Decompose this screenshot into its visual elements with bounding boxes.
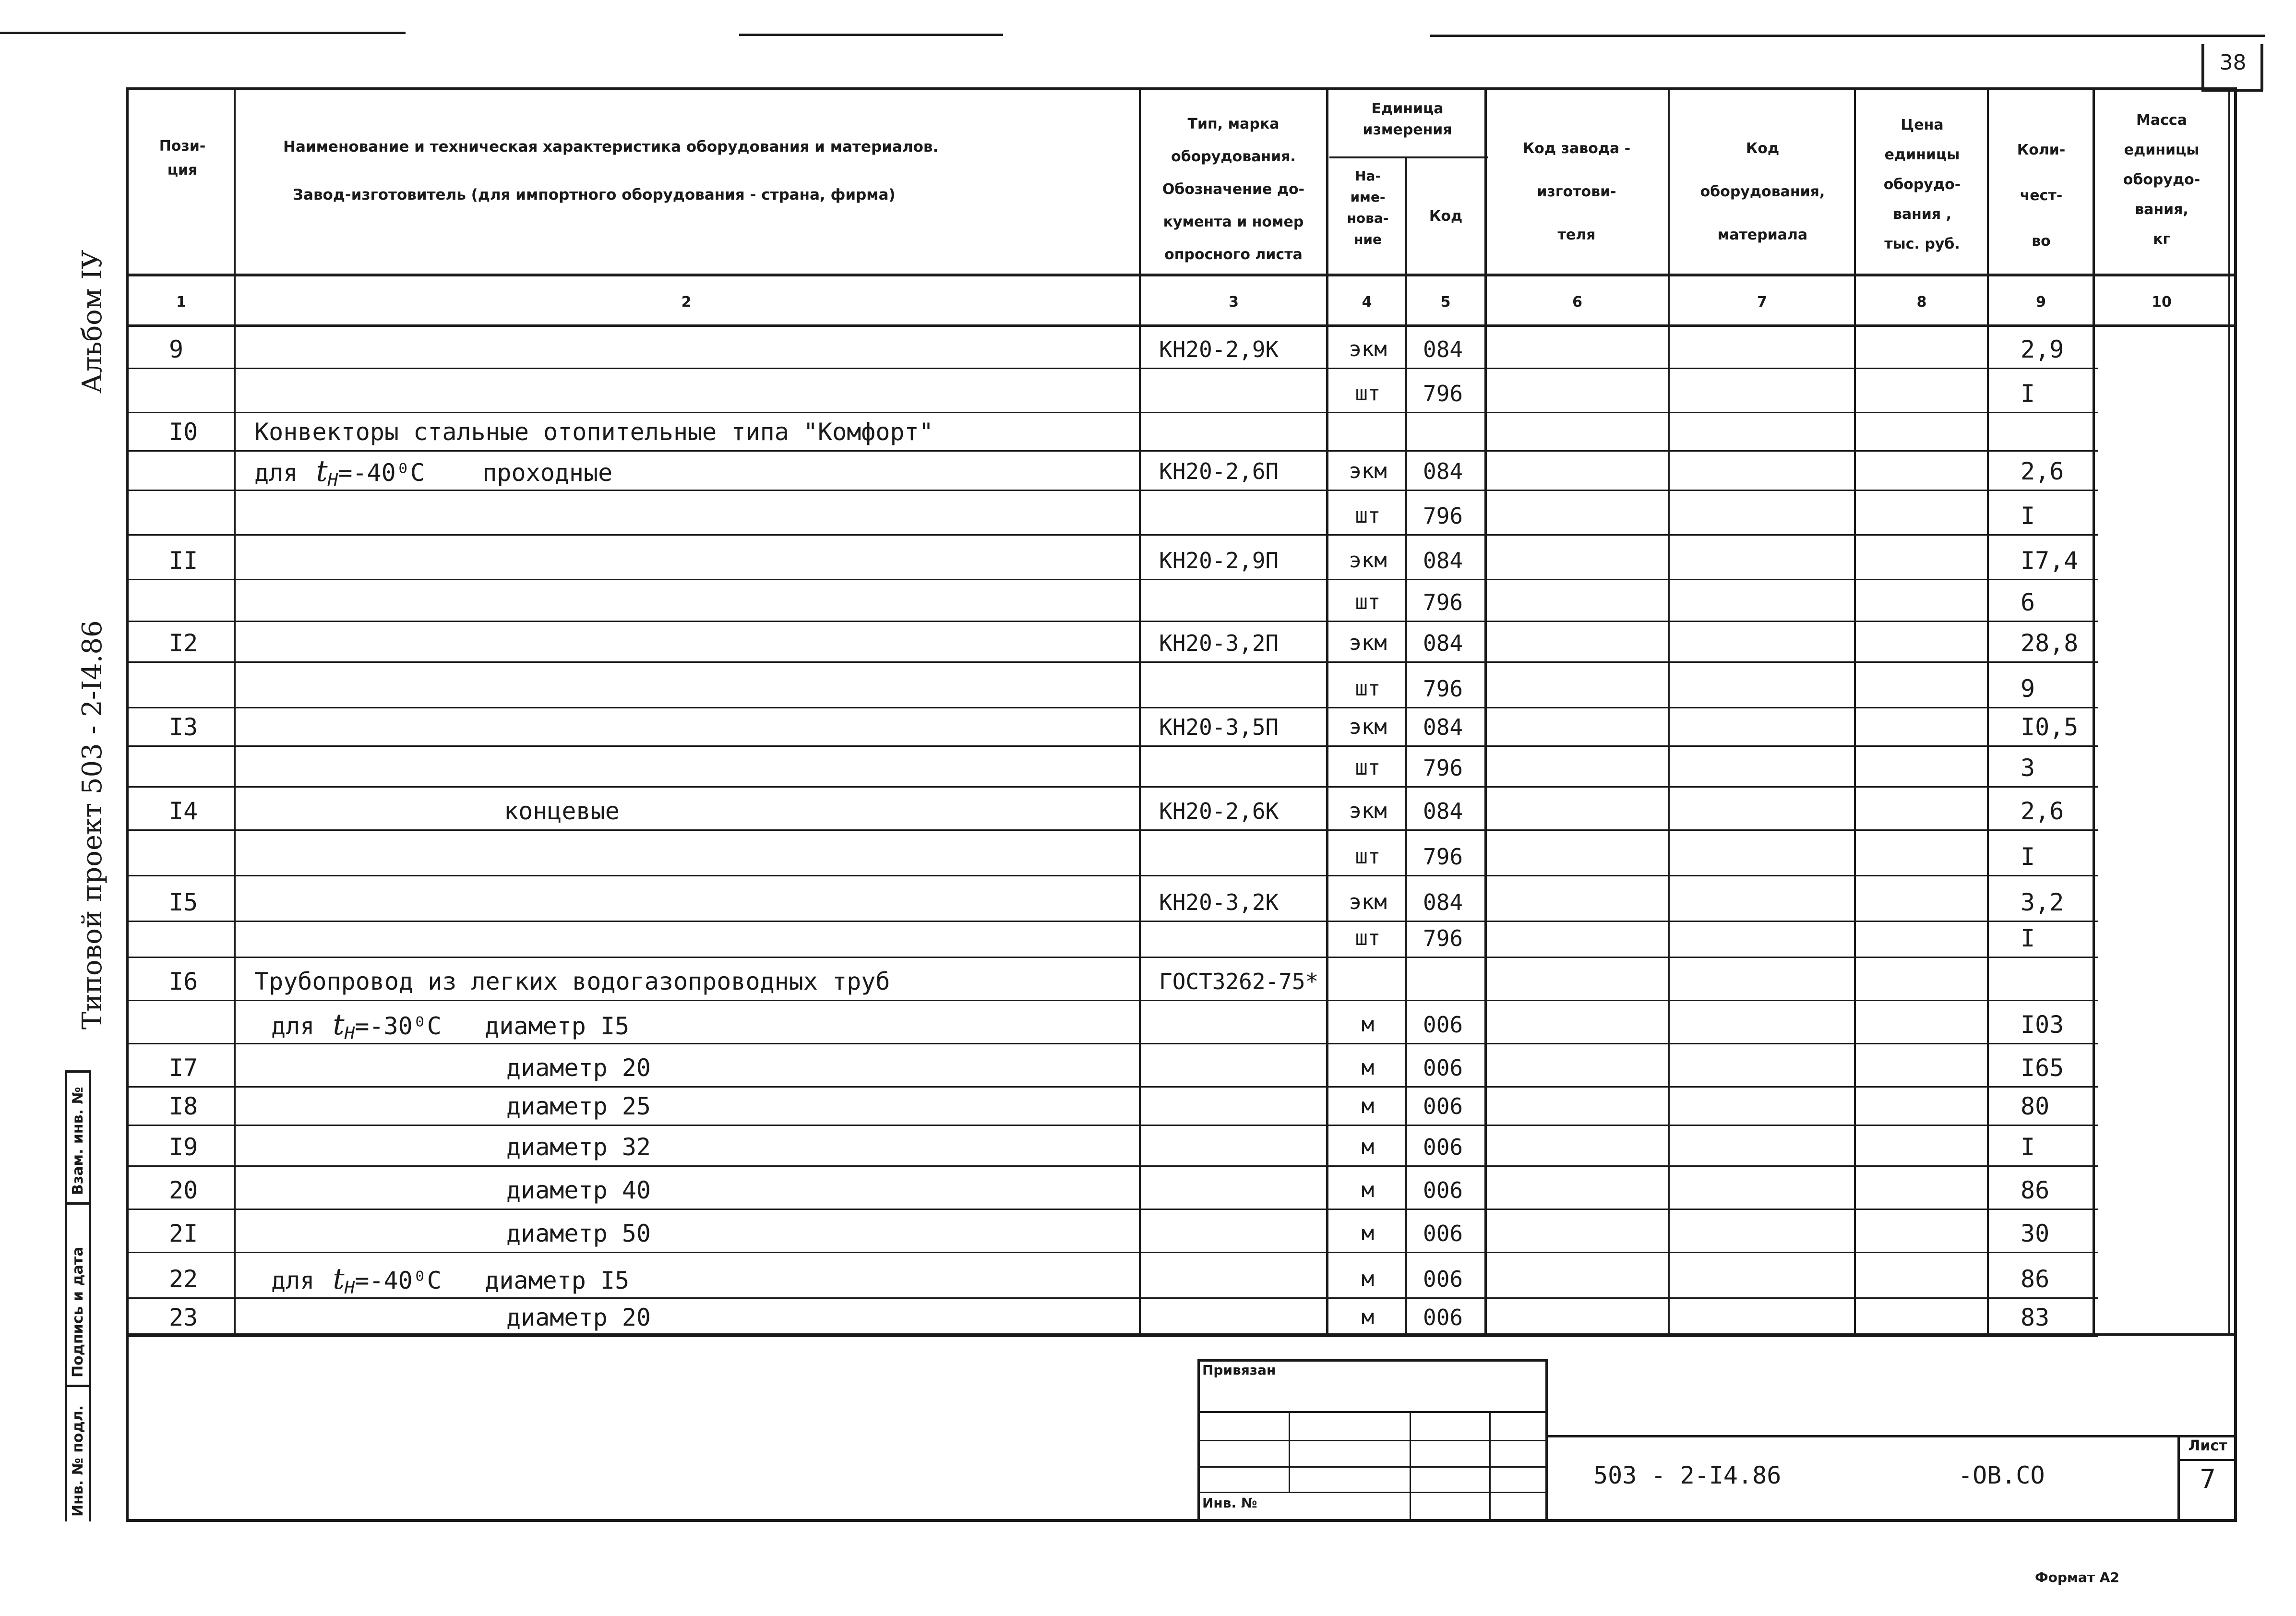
row-name-prefix: для xyxy=(271,1012,315,1040)
row-unit-name: шт xyxy=(1355,755,1381,780)
row-quantity: 9 xyxy=(2021,675,2035,703)
row-quantity: 6 xyxy=(2021,588,2035,616)
row-position: I2 xyxy=(169,629,198,657)
row-quantity xyxy=(2021,962,2088,1001)
col-line xyxy=(2093,87,2095,1335)
row-name xyxy=(254,708,1133,746)
row-quantity: 86 xyxy=(2021,1265,2050,1293)
tied-box-line xyxy=(1289,1411,1290,1493)
sheet-number: 7 xyxy=(2199,1464,2216,1494)
row-name xyxy=(254,497,1133,535)
col-line xyxy=(2228,87,2230,1335)
column-number: 8 xyxy=(1916,294,1927,311)
row-name xyxy=(254,624,1133,662)
doc-strip-border xyxy=(2177,1459,2235,1461)
tied-box-line xyxy=(1197,1492,1548,1493)
row-quantity: I0,5 xyxy=(2021,713,2079,741)
row-unit-name: шт xyxy=(1355,676,1381,701)
row-unit-code: 084 xyxy=(1423,630,1463,656)
row-position: 23 xyxy=(169,1304,198,1331)
header-bottom-line xyxy=(126,274,2237,276)
row-quantity: I xyxy=(2021,502,2035,530)
row-position xyxy=(169,919,227,958)
row-type xyxy=(1159,1171,1327,1209)
stamp-strip-border xyxy=(65,1385,91,1387)
column-number: 3 xyxy=(1229,294,1239,311)
row-quantity: I xyxy=(2021,924,2035,952)
row-type: КН20-3,2К xyxy=(1159,889,1279,915)
row-unit-name: экм xyxy=(1349,548,1387,573)
header-type: Тип, марка оборудования. Обозначение до- кумента и номер опросного листа xyxy=(1162,116,1305,263)
row-position xyxy=(169,1006,227,1044)
stamp-replacement-inv: Взам. инв. № xyxy=(70,1087,86,1195)
row-unit-name: экм xyxy=(1349,337,1387,361)
row-position: I8 xyxy=(169,1092,198,1120)
row-type xyxy=(1159,497,1327,535)
row-unit-code: 084 xyxy=(1423,458,1463,484)
tied-box-line xyxy=(1197,1466,1548,1468)
column-number: 7 xyxy=(1757,294,1767,311)
row-name-suffix: =-40⁰С диаметр I5 xyxy=(355,1267,630,1294)
header-position: Пози- ция xyxy=(159,138,206,179)
row-type: ГОСТ3262-75* xyxy=(1159,969,1319,994)
row-quantity: 2,6 xyxy=(2021,797,2064,825)
row-position: I5 xyxy=(169,888,198,916)
row-type xyxy=(1159,1214,1327,1253)
row-unit-code: 796 xyxy=(1423,925,1463,951)
frame-left xyxy=(126,87,129,1521)
column-number: 6 xyxy=(1572,294,1582,311)
frame-top xyxy=(127,87,2236,90)
row-unit-name: м xyxy=(1361,1305,1375,1329)
col-line xyxy=(234,87,236,1335)
col-line xyxy=(1854,87,1856,1335)
doc-strip-border xyxy=(2177,1435,2180,1521)
header-unit-code: Код xyxy=(1429,208,1463,225)
row-quantity: 3,2 xyxy=(2021,888,2064,916)
tied-box-line xyxy=(1410,1411,1411,1520)
row-name: Конвекторы стальные отопительные типа "Комфорт" xyxy=(254,418,933,446)
document-code: 503 - 2-I4.86 xyxy=(1593,1461,1782,1489)
row-unit-name: м xyxy=(1361,1012,1375,1037)
row-quantity: I xyxy=(2021,843,2035,871)
header-name-line2: Завод-изготовитель (для импортного оборудования - страна, фирма) xyxy=(293,186,896,203)
header-unit-name: На- име- нова- ние xyxy=(1347,168,1389,247)
row-unit-code: 084 xyxy=(1423,889,1463,915)
project-label: Типовой проект 503 - 2-I4.86 xyxy=(77,620,108,1029)
row-unit-code: 006 xyxy=(1423,1221,1463,1246)
row-name xyxy=(254,919,1133,958)
row-unit-code: 796 xyxy=(1423,381,1463,407)
row-unit-name: шт xyxy=(1355,381,1381,406)
temperature-symbol: t xyxy=(298,455,328,488)
row-type xyxy=(1159,838,1327,876)
row-name-suffix: =-30⁰С диаметр I5 xyxy=(355,1012,630,1040)
row-name xyxy=(254,838,1133,876)
column-number: 1 xyxy=(176,294,186,311)
row-quantity xyxy=(2021,413,2088,451)
row-position xyxy=(169,374,227,413)
row-quantity: I7,4 xyxy=(2021,547,2079,575)
row-name: Трубопровод из легких водогазопроводных труб xyxy=(254,968,890,995)
row-unit-name: м xyxy=(1361,1178,1375,1202)
row-name: диаметр 20 xyxy=(506,1054,651,1082)
row-unit-name: м xyxy=(1361,1267,1375,1291)
row-name xyxy=(271,1006,1135,1044)
row-position: I0 xyxy=(169,418,198,446)
row-unit-code: 084 xyxy=(1423,548,1463,574)
row-type xyxy=(1159,1006,1327,1044)
column-number: 4 xyxy=(1362,294,1372,311)
row-unit-code: 084 xyxy=(1423,798,1463,824)
row-type xyxy=(1159,413,1327,451)
row-name xyxy=(254,749,1133,787)
temperature-subscript: Н xyxy=(344,1024,355,1043)
row-quantity: I xyxy=(2021,380,2035,407)
stamp-original-inv: Инв. № подл. xyxy=(70,1405,86,1517)
row-quantity: I xyxy=(2021,1133,2035,1161)
row-unit-name: экм xyxy=(1349,890,1387,914)
format-label: Формат А2 xyxy=(2035,1569,2119,1585)
header-factory-code: Код завода - изготови- теля xyxy=(1522,140,1631,243)
top-margin-line xyxy=(1430,35,2265,37)
row-type xyxy=(1159,1260,1327,1298)
row-quantity: 83 xyxy=(2021,1304,2050,1331)
row-position xyxy=(169,583,227,622)
row-unit-code: 084 xyxy=(1423,336,1463,362)
row-type: КН20-3,5П xyxy=(1159,714,1279,740)
page-number: 38 xyxy=(2219,50,2247,75)
column-number: 5 xyxy=(1440,294,1451,311)
row-unit-code: 796 xyxy=(1423,755,1463,781)
row-position: I3 xyxy=(169,713,198,741)
row-unit-code: 084 xyxy=(1423,714,1463,740)
row-name xyxy=(254,452,1118,491)
column-number: 9 xyxy=(2036,294,2046,311)
row-name xyxy=(254,583,1133,622)
row-unit-name xyxy=(1332,962,1404,1001)
row-type: КН20-2,9К xyxy=(1159,336,1279,362)
row-position: II xyxy=(169,547,198,575)
row-name xyxy=(254,883,1133,922)
row-position xyxy=(169,749,227,787)
tied-box-line xyxy=(1197,1411,1548,1413)
header-equipment-code: Код оборудования, материала xyxy=(1700,140,1825,243)
column-number: 10 xyxy=(2152,294,2172,311)
row-quantity: 28,8 xyxy=(2021,629,2079,657)
row-position: 20 xyxy=(169,1176,198,1204)
tied-label: Привязан xyxy=(1202,1362,1276,1378)
stamp-strip-border xyxy=(65,1070,91,1073)
row-name xyxy=(271,1260,1135,1298)
row-unit-name: шт xyxy=(1355,503,1381,528)
header-name-line1: Наименование и техническая характеристика оборудования и материалов. xyxy=(283,138,939,156)
tied-box-line xyxy=(1197,1440,1548,1441)
top-margin-line xyxy=(0,32,406,34)
header-mass: Масса единицы оборудо- вания, кг xyxy=(2123,112,2200,248)
row-name-suffix: =-40⁰С проходные xyxy=(338,459,613,487)
row-unit-name: экм xyxy=(1349,631,1387,655)
row-name xyxy=(254,541,1133,580)
stamp-strip-border xyxy=(65,1202,91,1205)
row-position: I4 xyxy=(169,797,198,825)
row-unit-code: 006 xyxy=(1423,1134,1463,1160)
row-unit-code: 006 xyxy=(1423,1093,1463,1119)
row-quantity: 3 xyxy=(2021,754,2035,782)
row-unit-code: 796 xyxy=(1423,676,1463,702)
row-name: диаметр 32 xyxy=(506,1133,651,1161)
row-unit-code: 796 xyxy=(1423,844,1463,870)
temperature-symbol: t xyxy=(314,1262,345,1296)
row-type xyxy=(1159,919,1327,958)
row-unit-name: м xyxy=(1361,1135,1375,1159)
row-name-prefix: для xyxy=(271,1267,315,1294)
row-position xyxy=(169,670,227,708)
page-number-box-border xyxy=(2260,44,2263,90)
row-unit-name: м xyxy=(1361,1221,1375,1245)
row-unit-name: шт xyxy=(1355,590,1381,614)
row-name: диаметр 50 xyxy=(506,1220,651,1247)
row-unit-name: шт xyxy=(1355,844,1381,869)
header-unit-group: Единица измерения xyxy=(1363,100,1452,138)
row-type xyxy=(1159,1298,1327,1337)
row-unit-code: 006 xyxy=(1423,1055,1463,1081)
row-unit-code: 006 xyxy=(1423,1266,1463,1292)
tied-box-line xyxy=(1489,1411,1491,1520)
row-position: 9 xyxy=(169,335,184,363)
row-name: концевые xyxy=(504,797,620,825)
row-type xyxy=(1159,1049,1327,1087)
row-unit-code: 796 xyxy=(1423,503,1463,529)
row-name xyxy=(254,330,1133,369)
row-name: диаметр 25 xyxy=(506,1092,651,1120)
row-name xyxy=(254,670,1133,708)
row-position: 2I xyxy=(169,1220,198,1247)
row-position: 22 xyxy=(169,1265,198,1293)
row-position: I6 xyxy=(169,968,198,995)
album-label: Альбом IУ xyxy=(77,250,108,394)
row-position xyxy=(169,452,227,491)
unit-group-separator xyxy=(1329,156,1488,158)
column-number: 2 xyxy=(681,294,692,311)
column-numbers-bottom-line xyxy=(126,324,2237,327)
stamp-strip-border xyxy=(65,1070,67,1521)
row-type: КН20-2,6П xyxy=(1159,458,1279,484)
col-line xyxy=(1668,87,1670,1335)
row-name: диаметр 20 xyxy=(506,1304,651,1331)
row-unit-code: 006 xyxy=(1423,1305,1463,1330)
row-unit-name: экм xyxy=(1349,799,1387,823)
row-quantity: 2,6 xyxy=(2021,457,2064,485)
row-quantity: 86 xyxy=(2021,1176,2050,1204)
row-unit-name: экм xyxy=(1349,459,1387,483)
row-type: КН20-2,6К xyxy=(1159,798,1279,824)
temperature-subscript: Н xyxy=(344,1278,355,1298)
row-unit-name: м xyxy=(1361,1055,1375,1080)
header-price: Цена единицы оборудо- вания , тыс. руб. xyxy=(1883,117,1961,252)
row-name: диаметр 40 xyxy=(506,1176,651,1204)
stamp-signature-date: Подпись и дата xyxy=(70,1246,86,1377)
page-number-box-border xyxy=(2201,44,2204,90)
row-type: КН20-2,9П xyxy=(1159,548,1279,574)
row-position xyxy=(169,838,227,876)
row-quantity: I65 xyxy=(2021,1054,2064,1082)
row-name xyxy=(254,374,1133,413)
row-quantity: I03 xyxy=(2021,1011,2064,1039)
row-quantity: 80 xyxy=(2021,1092,2050,1120)
row-quantity: 2,9 xyxy=(2021,335,2064,363)
row-unit-code xyxy=(1423,413,1481,451)
row-type xyxy=(1159,749,1327,787)
row-unit-code xyxy=(1423,962,1481,1001)
row-name-prefix: для xyxy=(254,459,298,487)
row-type xyxy=(1159,583,1327,622)
row-position: I7 xyxy=(169,1054,198,1082)
row-position: I9 xyxy=(169,1133,198,1161)
row-unit-name: экм xyxy=(1349,715,1387,739)
row-unit-name: шт xyxy=(1355,926,1381,950)
col-line xyxy=(1987,87,1989,1335)
row-quantity: 30 xyxy=(2021,1220,2050,1247)
doc-strip-border xyxy=(1545,1435,2236,1437)
row-unit-name xyxy=(1332,413,1404,451)
row-type: КН20-3,2П xyxy=(1159,630,1279,656)
row-type xyxy=(1159,670,1327,708)
top-margin-line xyxy=(739,34,1003,36)
temperature-symbol: t xyxy=(314,1008,345,1041)
col-line xyxy=(1484,87,1487,1335)
document-suffix: -ОВ.СО xyxy=(1958,1461,2045,1489)
row-unit-code: 006 xyxy=(1423,1177,1463,1203)
row-unit-name: м xyxy=(1361,1094,1375,1118)
tied-box-border xyxy=(1197,1359,1548,1362)
inv-label: Инв. № xyxy=(1202,1495,1257,1511)
row-position xyxy=(169,497,227,535)
row-type xyxy=(1159,1128,1327,1166)
row-unit-code: 796 xyxy=(1423,589,1463,615)
temperature-subscript: Н xyxy=(327,470,338,490)
row-unit-code: 006 xyxy=(1423,1012,1463,1038)
stamp-strip-border xyxy=(89,1070,91,1521)
row-type xyxy=(1159,374,1327,413)
row-type xyxy=(1159,1087,1327,1125)
frame-bottom xyxy=(126,1519,2237,1522)
header-quantity: Коли- чест- во xyxy=(2017,142,2066,250)
sheet-label: Лист xyxy=(2188,1437,2227,1454)
frame-right xyxy=(2234,87,2237,1521)
